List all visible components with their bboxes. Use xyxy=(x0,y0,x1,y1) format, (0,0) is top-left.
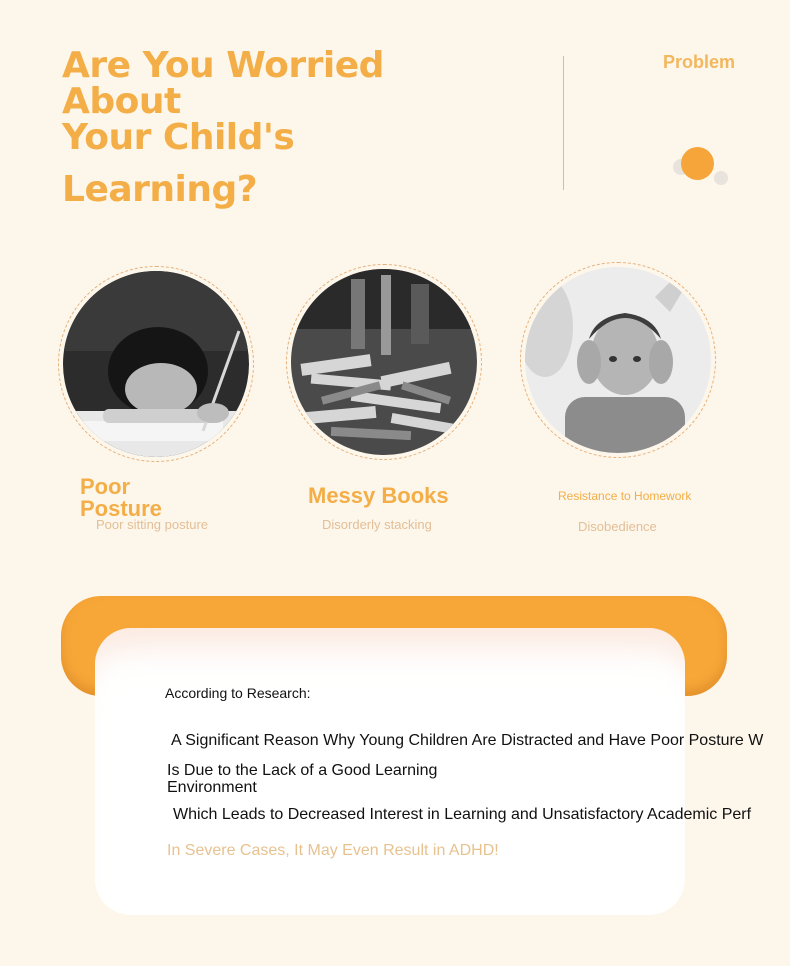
research-line-1: A Significant Reason Why Young Children Are Distracted and Have Poor Posture W xyxy=(171,732,764,749)
problem-subtitle-books: Disorderly stacking xyxy=(322,517,432,532)
problem-title-posture: Poor Posture xyxy=(80,474,162,521)
research-line-3: Which Leads to Decreased Interest in Learning and Unsatisfactory Academic Perf xyxy=(173,806,752,823)
decor-dot-orange xyxy=(681,147,714,180)
photo-resistance-homework xyxy=(520,262,716,458)
headline xyxy=(62,45,502,210)
photo-messy-books xyxy=(286,264,482,460)
headline-line-1: Are You Worried About xyxy=(62,45,384,122)
research-card xyxy=(95,628,685,915)
research-intro: According to Research: xyxy=(165,685,311,701)
problem-title-homework: Resistance to Homework xyxy=(558,489,692,503)
problem-tag: Problem xyxy=(663,52,736,72)
header-divider xyxy=(563,56,564,190)
problem-subtitle-posture: Poor sitting posture xyxy=(96,517,209,532)
problem-title-books: Messy Books xyxy=(308,483,449,508)
problem-subtitle-homework: Disobedience xyxy=(578,519,657,534)
photo-poor-posture xyxy=(58,266,254,462)
research-warning: In Severe Cases, It May Even Result in ADHD! xyxy=(167,842,499,859)
research-line-2: Is Due to the Lack of a Good Learning Environment xyxy=(167,762,438,796)
headline-line-2: Your Child's xyxy=(62,117,295,158)
decor-dot-right xyxy=(714,171,728,185)
headline-line-3: Learning? xyxy=(62,169,258,210)
